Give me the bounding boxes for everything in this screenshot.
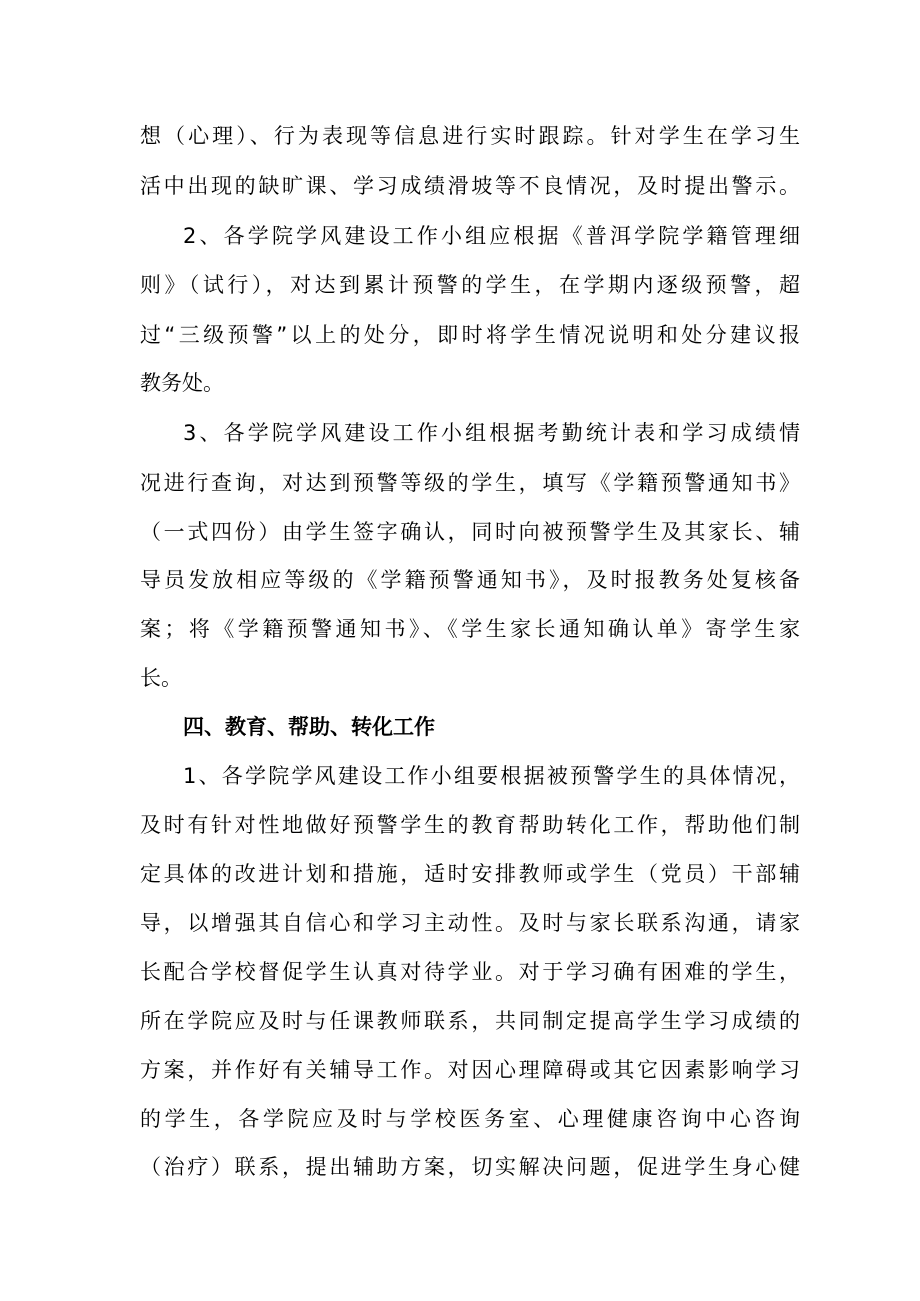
paragraph-3-start: 3、各学院学风建设工作小组根据考勤统计表和学习成绩情 <box>183 421 800 445</box>
text-line: 导员发放相应等级的《学籍预警通知书》，及时报教务处复核备 <box>140 568 800 592</box>
text-line: 的学生，各学院应及时与学校医务室、心理健康咨询中心咨询 <box>140 1107 800 1131</box>
text-line: 活中出现的缺旷课、学习成绩滑坡等不良情况，及时提出警示。 <box>140 174 800 198</box>
text-line: （治疗）联系，提出辅助方案，切实解决问题，促进学生身心健 <box>140 1155 800 1179</box>
paragraph-4-1-start: 1、各学院学风建设工作小组要根据被预警学生的具体情况， <box>183 764 800 788</box>
text-line: 所在学院应及时与任课教师联系，共同制定提高学生学习成绩的 <box>140 1009 800 1033</box>
text-line: 过“三级预警”以上的处分，即时将学生情况说明和处分建议报 <box>140 323 800 347</box>
paragraph-2-start: 2、各学院学风建设工作小组应根据《普洱学院学籍管理细 <box>183 224 800 248</box>
text-line: 长。 <box>140 666 182 690</box>
text-line: 教务处。 <box>140 371 224 395</box>
text-line: 长配合学校督促学生认真对待学业。对于学习确有困难的学生， <box>140 960 800 984</box>
text-line: 方案，并作好有关辅导工作。对因心理障碍或其它因素影响学习 <box>140 1058 800 1082</box>
text-line: 导，以增强其自信心和学习主动性。及时与家长联系沟通，请家 <box>140 911 800 935</box>
text-line: 案；将《学籍预警通知书》、《学生家长通知确认单》寄学生家 <box>140 617 800 641</box>
text-line: （一式四份）由学生签字确认，同时向被预警学生及其家长、辅 <box>140 520 800 544</box>
text-line: 定具体的改进计划和措施，适时安排教师或学生（党员）干部辅 <box>140 862 800 886</box>
text-line: 况进行查询，对达到预警等级的学生，填写《学籍预警通知书》 <box>140 471 800 495</box>
text-line: 想（心理）、行为表现等信息进行实时跟踪。针对学生在学习生 <box>140 124 800 148</box>
section-heading: 四、教育、帮助、转化工作 <box>183 715 435 739</box>
text-line: 及时有针对性地做好预警学生的教育帮助转化工作，帮助他们制 <box>140 813 800 837</box>
text-line: 则》（试行），对达到累计预警的学生，在学期内逐级预警，超 <box>140 273 800 297</box>
